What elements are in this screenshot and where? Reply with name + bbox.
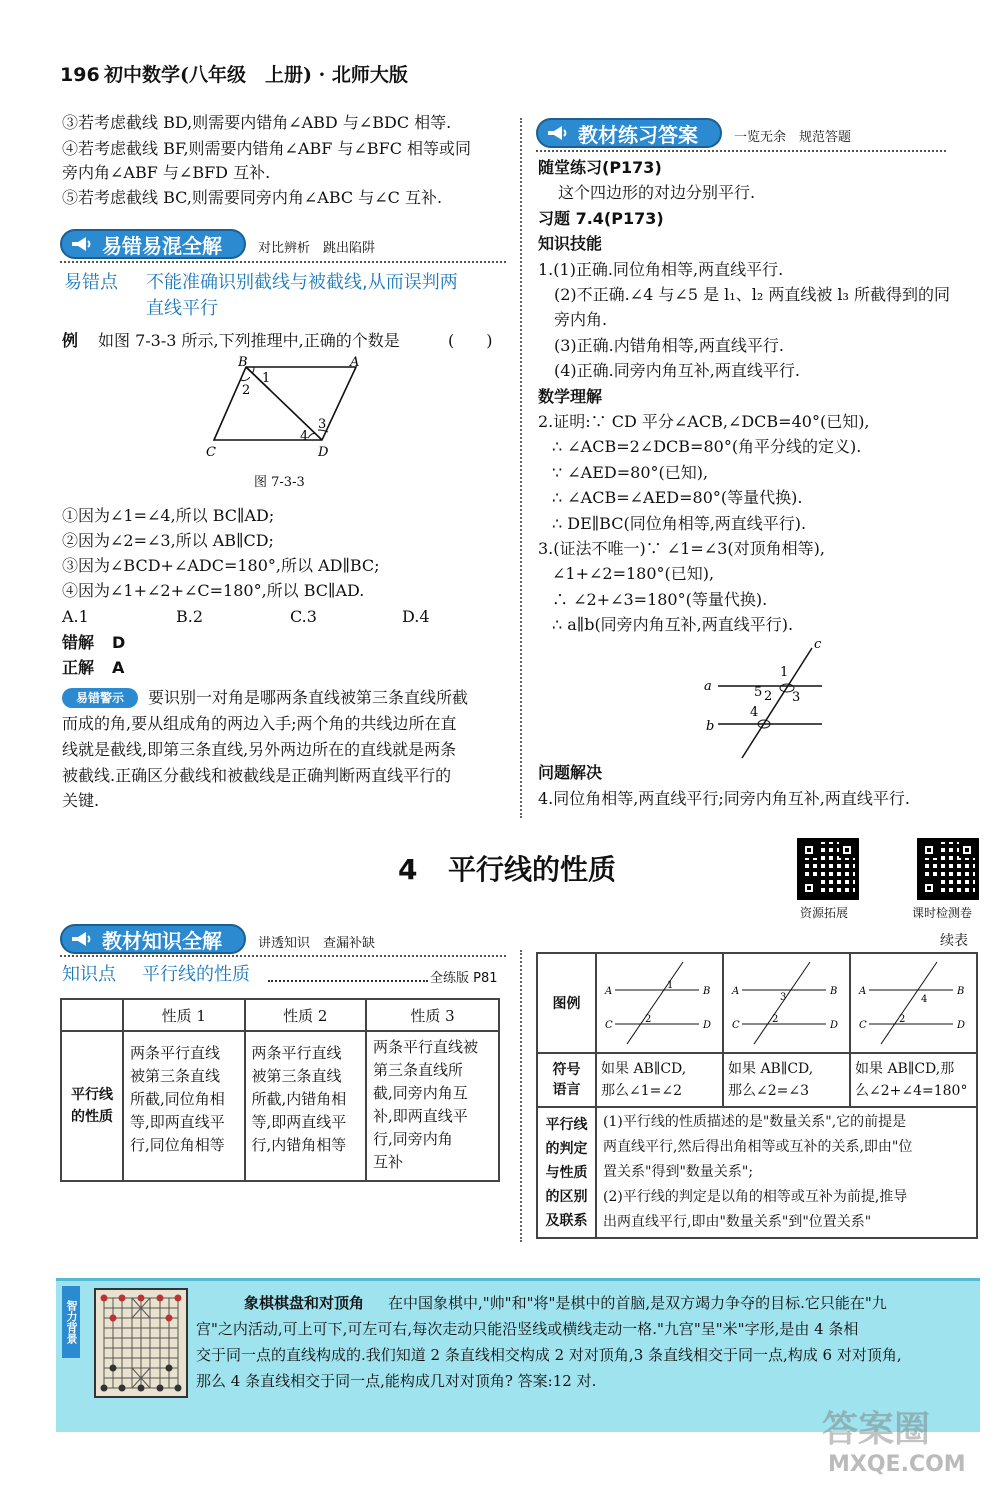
cell-line: 么∠2+∠4=180° — [855, 1083, 968, 1099]
section-number: 4 — [398, 853, 418, 886]
text-line: ⑤若考虑截线 BC,则需要同旁内角∠ABC 与∠C 互补. — [62, 188, 443, 207]
label-C: C — [732, 1020, 740, 1031]
megaphone-icon — [70, 931, 92, 947]
row-label-line: 语言 — [552, 1082, 581, 1098]
label-D: D — [703, 1020, 712, 1031]
knowledge-title: 平行线的性质 — [142, 964, 250, 985]
statement: ①因为∠1=∠4,所以 BC∥AD; — [62, 506, 275, 525]
angle-1: 1 — [262, 371, 271, 386]
banner-title: 教材知识全解 — [102, 929, 222, 953]
cell-line: 如果 AB∥CD, — [728, 1061, 814, 1077]
angle-1: 1 — [667, 980, 674, 991]
answer-heading: 数学理解 — [538, 386, 603, 406]
bottom-line: 交于同一点的直线构成的.我们知道 2 条直线相交构成 2 对对顶角,3 条直线相交于同一点,构成 6 对对顶角, — [196, 1346, 902, 1364]
label-D: D — [318, 445, 329, 460]
watermark-url: MXQE.COM — [828, 1452, 966, 1477]
cell-line: 等,即两直线平 — [251, 1113, 347, 1131]
cell-line: 行,同旁内角 — [373, 1130, 453, 1148]
warning-line: 被截线.正确区分截线和被截线是正确判断两直线平行的 — [62, 766, 452, 785]
table-cell — [123, 1031, 245, 1181]
table-header: 性质 2 — [245, 999, 367, 1031]
right-answer: A — [112, 658, 125, 677]
example-question: 如图 7-3-3 所示,下列推理中,正确的个数是 — [98, 331, 400, 350]
cell-line: 出两直线平行,即由"数量关系"到"位置关系" — [603, 1214, 872, 1230]
label-A: A — [350, 355, 360, 370]
label-C: C — [859, 1020, 867, 1031]
properties-table — [60, 998, 500, 1182]
row-label-line: 及联系 — [545, 1212, 588, 1229]
comparison-table — [536, 952, 978, 1239]
angle-5: 5 — [754, 685, 763, 700]
megaphone-icon — [70, 236, 92, 252]
divider — [60, 261, 506, 263]
row-label-line: 与性质 — [545, 1164, 588, 1181]
parallel-lines-figure — [700, 636, 830, 766]
figure-interior-angles — [851, 954, 976, 1048]
table-header: 性质 3 — [366, 999, 499, 1031]
bottom-line: 那么 4 条直线相交于同一点,能构成几对对顶角? 答案:12 对. — [196, 1372, 597, 1390]
banner-subtitle: 讲透知识 查漏补缺 — [258, 936, 376, 951]
continued-label: 续表 — [940, 933, 968, 949]
option-b: B.2 — [176, 607, 204, 626]
cell-line: (2)平行线的判定是以角的相等或互补为前提,推导 — [603, 1189, 908, 1205]
cell-line: 置关系"得到"数量关系"; — [603, 1164, 754, 1180]
answer-line: ∠1+∠2=180°(已知), — [552, 564, 715, 584]
cell-line: 第三条直线所 — [373, 1061, 464, 1079]
divider — [60, 955, 506, 957]
cell-line: 那么∠1=∠2 — [601, 1083, 683, 1099]
angle-3: 3 — [318, 417, 327, 432]
row-label — [537, 1107, 596, 1238]
option-a: A.1 — [62, 607, 89, 626]
table-header: 性质 1 — [123, 999, 245, 1031]
label-B: B — [957, 986, 965, 997]
angle-2: 2 — [764, 689, 773, 704]
label-D: D — [830, 1020, 839, 1031]
cell-line: (1)平行线的性质描述的是"数量关系",它的前提是 — [603, 1114, 907, 1130]
answer-line: ∴ ∠ACB=2∠DCB=80°(角平分线的定义). — [552, 437, 862, 457]
angle-3: 3 — [792, 690, 801, 705]
cell-line: 等,即两直线平 — [130, 1113, 225, 1131]
cell-line: 补,即两直线平 — [373, 1107, 468, 1125]
option-c: C.3 — [290, 607, 317, 626]
example-label: 例 — [62, 331, 79, 350]
row-label-line: 的区别 — [545, 1188, 588, 1205]
error-point-label: 易错点 — [64, 272, 118, 293]
knowledge-ref: 全练版 P81 — [430, 971, 498, 986]
row-label-line: 平行线 — [71, 1087, 113, 1103]
answer-line: ∵ ∠AED=80°(已知), — [552, 462, 709, 482]
problem-answer: 4.同位角相等,两直线平行;同旁内角互补,两直线平行. — [538, 789, 910, 808]
table-cell — [850, 1053, 977, 1107]
answer-line: 这个四边形的对边分别平行. — [558, 183, 756, 203]
table-cell — [366, 1031, 499, 1181]
leader-dots — [268, 980, 428, 982]
label-B: B — [238, 355, 248, 370]
answer-heading: 习题 7.4(P173) — [538, 208, 664, 228]
cell-line: 所截,内错角相 — [251, 1090, 347, 1108]
qr-code[interactable] — [917, 838, 979, 900]
warning-line: 关键. — [62, 791, 100, 810]
answer-line: ∴ ∠ACB=∠AED=80°(等量代换). — [552, 488, 803, 508]
column-divider — [520, 118, 522, 818]
figure-caption: 图 7-3-3 — [254, 475, 305, 490]
megaphone-icon — [546, 125, 568, 141]
banner-subtitle: 一览无余 规范答题 — [734, 130, 852, 145]
qr-code[interactable] — [797, 838, 859, 900]
answer-line: ∴ ∠2+∠3=180°(等量代换). — [552, 589, 768, 609]
bottom-line: 宫"之内活动,可上可下,可左可右,每次走动只能沿竖线或横线走动一格."九宫"呈"米"字形,是由 4 条相 — [196, 1320, 859, 1338]
row-label — [537, 1053, 596, 1107]
label-c: c — [814, 637, 822, 652]
book-title: 初中数学(八年级 上册) · 北师大版 — [104, 64, 408, 86]
figure-cell — [596, 953, 723, 1053]
answer-line: (2)不正确.∠4 与∠5 是 l₁、l₂ 两直线被 l₃ 所截得到的同 — [554, 285, 951, 304]
answer-line: ∴ DE∥BC(同位角相等,两直线平行). — [552, 513, 807, 533]
error-point-title: 直线平行 — [146, 298, 218, 319]
figure-corresponding-angles — [597, 954, 722, 1048]
figure-cell — [850, 953, 977, 1053]
cell-line: 如果 AB∥CD,那 — [855, 1061, 955, 1077]
answer-heading: 随堂练习(P173) — [538, 158, 662, 177]
row-label-line: 平行线 — [545, 1116, 588, 1133]
angle-1: 1 — [780, 665, 789, 680]
option-d: D.4 — [402, 607, 430, 626]
answer-line: (4)正确.同旁内角互补,两直线平行. — [554, 361, 800, 381]
angle-4: 4 — [300, 429, 309, 444]
text-line: ④若考虑截线 BF,则需要内错角∠ABF 与∠BFC 相等或同 — [62, 139, 472, 158]
cell-line: 两直线平行,然后得出角相等或互补的关系,即由"位 — [603, 1139, 913, 1155]
warning-line: 而成的角,要从组成角的两边入手;两个角的共线边所在直 — [62, 714, 457, 733]
label-A: A — [732, 986, 740, 997]
table-cell — [245, 1031, 367, 1181]
parallelogram-figure — [200, 352, 370, 462]
watermark: 答案圈 — [822, 1409, 931, 1450]
qr-label: 课时检测卷 — [912, 906, 973, 920]
statement: ②因为∠2=∠3,所以 AB∥CD; — [62, 531, 274, 550]
answer-line: 旁内角. — [554, 310, 608, 330]
banner-title: 易错易混全解 — [102, 234, 222, 258]
bottom-title: 象棋棋盘和对顶角 — [244, 1294, 365, 1312]
label-A: A — [859, 986, 867, 997]
label-b: b — [706, 719, 715, 734]
angle-3: 3 — [780, 992, 787, 1003]
right-label: 正解 — [62, 658, 95, 677]
table-cell — [596, 1053, 723, 1107]
table-cell — [723, 1053, 850, 1107]
row-label-line: 符号 — [552, 1062, 581, 1078]
page-number: 196 — [60, 64, 100, 86]
answer-paren: ( ) — [448, 331, 493, 350]
statement: ③因为∠BCD+∠ADC=180°,所以 AD∥BC; — [62, 556, 380, 575]
answer-line: 1.(1)正确.同位角相等,两直线平行. — [538, 259, 784, 279]
cell-line: 被第三条直线 — [251, 1067, 342, 1085]
answer-line: 3.(证法不唯一)∵ ∠1=∠3(对顶角相等), — [538, 539, 825, 558]
cell-line: 截,同旁内角互 — [373, 1084, 468, 1102]
row-label-line: 的判定 — [545, 1140, 588, 1157]
cell-line: 那么∠2=∠3 — [728, 1083, 810, 1099]
qr-label: 资源拓展 — [800, 906, 849, 920]
text-line: 旁内角∠ABF 与∠BFD 互补. — [62, 163, 271, 182]
wrong-answer: D — [112, 633, 126, 652]
angle-4: 4 — [750, 705, 759, 720]
cell-line: 如果 AB∥CD, — [601, 1061, 687, 1077]
statement: ④因为∠1+∠2+∠C=180°,所以 BC∥AD. — [62, 581, 365, 600]
label-C: C — [605, 1020, 613, 1031]
wrong-label: 错解 — [62, 633, 95, 652]
column-divider — [520, 950, 522, 1242]
label-A: A — [605, 986, 613, 997]
figure-alternate-angles — [724, 954, 849, 1048]
bottom-line: 在中国象棋中,"帅"和"将"是棋中的首脑,是双方竭力争夺的目标.它只能在"九 — [388, 1294, 887, 1312]
banner-errors — [60, 229, 246, 259]
cell-line: 两条平行直线 — [251, 1044, 342, 1062]
label-a: a — [704, 679, 712, 694]
banner-knowledge — [60, 924, 246, 954]
cell-line: 互补 — [373, 1153, 404, 1171]
angle-2: 2 — [242, 383, 251, 398]
banner-title: 教材练习答案 — [578, 123, 698, 147]
divider — [536, 150, 946, 152]
answer-line: (3)正确.内错角相等,两直线平行. — [554, 335, 784, 355]
warning-line: 线就是截线,即第三条直线,另外两边所在的直线就是两条 — [62, 740, 457, 759]
chessboard-icon — [94, 1288, 188, 1398]
table-cell — [596, 1107, 977, 1238]
angle-2: 2 — [645, 1014, 652, 1025]
label-C: C — [206, 445, 216, 460]
problem-label: 问题解决 — [538, 763, 603, 782]
banner-subtitle: 对比辨析 跳出陷阱 — [258, 241, 376, 256]
answer-line: 2.证明:∵ CD 平分∠ACB,∠DCB=40°(已知), — [538, 412, 870, 431]
figure-cell — [723, 953, 850, 1053]
section-title: 平行线的性质 — [448, 853, 617, 886]
angle-2: 2 — [772, 1014, 779, 1025]
label-B: B — [703, 986, 711, 997]
label-B: B — [830, 986, 838, 997]
cell-line: 行,内错角相等 — [251, 1136, 347, 1154]
label-D: D — [957, 1020, 966, 1031]
warning-tag: 易错警示 — [62, 688, 138, 708]
cell-line: 被第三条直线 — [130, 1067, 221, 1085]
side-tag: 智力背景 — [62, 1286, 80, 1358]
row-label — [61, 1031, 123, 1181]
cell-line: 两条平行直线 — [130, 1044, 221, 1062]
angle-2: 2 — [899, 1014, 906, 1025]
answer-heading: 知识技能 — [538, 234, 603, 254]
knowledge-label: 知识点 — [62, 964, 116, 985]
row-label-line: 的性质 — [71, 1109, 113, 1125]
answer-line: ∴ a∥b(同旁内角互补,两直线平行). — [552, 615, 794, 635]
cell-line: 行,同位角相等 — [130, 1136, 225, 1154]
text-line: ③若考虑截线 BD,则需要内错角∠ABD 与∠BDC 相等. — [62, 113, 452, 132]
warning-line: 要识别一对角是哪两条直线被第三条直线所截 — [148, 688, 469, 707]
error-point-title: 不能准确识别截线与被截线,从而误判两 — [146, 272, 458, 293]
row-label: 图例 — [537, 953, 596, 1053]
cell-line: 所截,同位角相 — [130, 1090, 225, 1108]
angle-4: 4 — [921, 994, 928, 1005]
banner-answers — [536, 118, 722, 148]
cell-line: 两条平行直线被 — [373, 1038, 479, 1056]
